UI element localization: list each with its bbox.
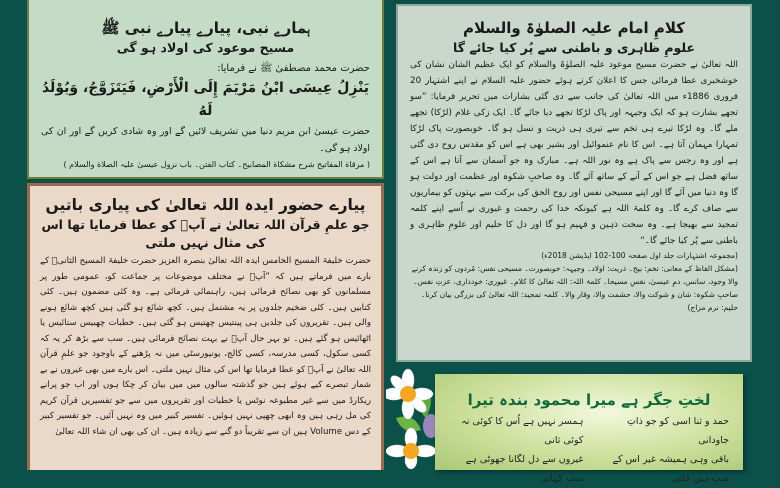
verse-line: غیروں سے دل لگانا جھوٹی ہے سب کہانی <box>465 454 584 484</box>
huzoor-box <box>27 183 384 470</box>
huzoor-subtitle: جو علمِ قرآن اللہ تعالیٰ نے آپؓ کو عطا فرمایا تھا اس کی مثال نہیں ملتی <box>41 217 370 250</box>
hadith-intro: حضرت محمد مصطفیٰ ﷺ نے فرمایا: <box>217 63 370 74</box>
hadith-subtitle: مسیح موعود کی اولاد ہو گی <box>116 40 295 55</box>
verse-line: ہمسر نہیں ہے اُس کا کوئی نہ کوئی ثانی <box>461 416 584 446</box>
hadith-reference: ( مرقاة المفاتیح شرح مشکاة المصابیح۔ کتاب الفتن۔ باب نزول عیسیٰ علیہ الصلاة والسلام ) <box>63 160 370 169</box>
hadith-arabic: يَنْزِلُ عِيسَى ابْنُ مَرْيَمَ إِلَى الْأَرْضِ، فَيَتَزَوَّجُ، وَيُوْلَدُ لَهُ <box>41 80 370 119</box>
verse-line: حمد و ثنا اسی کو جو ذاتِ جاودانی <box>626 416 729 446</box>
poem-card <box>435 374 743 484</box>
huzoor-body: حضرت خلیفۃ المسیح الخامس ایدہ اللہ تعالیٰ بنصرہ العزیز حضرت خلیفۃ المسیح الثانیؓ کے بارے میں فرماتے ہیں کہ ”آپؓ نے مختلف موضوعات پر جماعت کو، عمومی طور پر مسلمانوں کو بھی نصائح فرمائی ہیں، راہنمائی فرمائی ہے۔ وہ کئی مضمون ہیں۔ کئی کتابیں ہیں۔ کئی ضخیم جلدوں پر یہ مشتمل ہیں۔ کچھ شائع ہو گئی ہیں کچھ شائع ہونے والی ہیں۔ تقریروں کی جلدیں ہی پینتیس چھتیس ہو گئی ہیں۔ خطبات چھبیس ستائیس یا اٹھائیس ہو گئے ہیں۔ تو بہر حال آپؓ نے بہت نصائح فرمائی ہیں۔ سب سے بڑھ کر یہ کہ کسی سکول، کسی مدرسہ، کسی کالج، یونیورسٹی میں نہ پڑھنے کے باوجود جو علمِ قرآن اللہ تعالیٰ نے آپؓ کو عطا فرمایا تھا اس کی مثال نہیں ملتی۔ اس بارے میں بھی غیروں نے بے شمار تبصرے کیے ہوئے ہیں جو گذشتہ سالوں میں میں بیان کر چکا ہوں اور اب جو پرانے ریکارڈ میں سے غیر مطبوعہ نوٹس یا خطبات اور تقریروں میں سے جو تفسیریں قرآن کریم کی مل رہی ہیں وہ ابھی چھپی نہیں ہوئیں۔ تفسیر کبیر میں وہ نہیں آئیں۔ جو تفسیر کبیر کے دس Volume ہیں ان سے تقریباً دو گنے سے زیادہ ہیں۔ ان کی بھی ان شاء اللہ تعالیٰ <box>40 256 371 437</box>
kalam-box <box>396 4 752 362</box>
huzoor-title: پیارے حضور ایدہ اللہ تعالیٰ کی پیاری باتیں <box>45 196 366 214</box>
poem-title: لختِ جگر ہے میرا محمود بندہ تیرا <box>467 391 711 409</box>
kalam-glossary: (مشکل الفاظ کے معانی: تخم: بیج۔ ذریت: اولاد۔ وجیہہ: خوبصورت۔ مسیحی نفس: مُردوں کو زندہ کرنے والا وجود، سانس، دمِ عیسیٰ، نفسِ مسیحا۔ کلمۃ اللہ: اللہ تعالیٰ کا کلام۔ غیوری: خودداری، عزتِ نفس۔ صاحبِ شکوہ: شان و شوکت والا، حشمت والا، وقار والا۔ کلمہ تمجید: اللہ تعالیٰ کی بزرگی بیان کرنا۔ حلیم: نرم مزاج) <box>411 264 738 312</box>
hadith-translation: حضرت عیسیٰ ابن مریم دنیا میں تشریف لائیں گے اور وہ شادی کریں گے اور ان کی اولاد ہو گی۔ <box>41 126 370 154</box>
hadith-box <box>27 0 384 179</box>
verse-line: باقی وہی ہمیشہ غیر اس کے سب ہیں فانی <box>612 454 729 484</box>
kalam-body: اللہ تعالیٰ نے حضرت مسیح موعود علیہ الصلوٰۃ والسلام کو ایک عظیم الشان نشان کی خوشخبری عطا فرمائی جس کا اعلان کرتے ہوئے حضور علیہ السلام نے اپنے اشتہار 20 فروری 1886ء میں اللہ تعالیٰ کی جانب سے دی گئی بشارات میں تحریر فرمایا: ”سو تجھے بشارت ہو کہ ایک وجیہہ اور پاک لڑکا تجھے دیا جائے گا۔ ایک زکی غلام (لڑکا) تجھے ملے گا۔ وہ لڑکا تیرے ہی تخم سے تیری ہی ذریت و نسل ہو گا۔ خوبصورت پاک لڑکا تمہارا مہمان آتا ہے۔ اس کا نام عنموائیل اور بشیر بھی ہے اس کو مقدس روح دی گئی ہے اور وہ رجس سے پاک ہے وہ نور اللہ ہے۔ مبارک وہ جو آسمان سے آتا ہے اس کے ساتھ فضل ہے جو اس کے آنے کے ساتھ آئے گا۔ وہ صاحبِ شکوہ اور عظمت اور دولت ہو گا وہ دنیا میں آئے گا اور اپنے مسیحی نفس اور روح الحق کی برکت سے بہتوں کو بیماریوں سے صاف کرے گا۔ وہ کلمۃ اللہ ہے کیونکہ خدا کی رحمت و غیوری نے اُسے اپنے کلمہ تمجید سے بھیجا ہے۔ وہ سخت ذہین و فہیم ہو گا اور دل کا حلیم اور علومِ ظاہری و باطنی سے پُر کیا جائے گا۔“ <box>410 60 738 246</box>
poem-verse <box>449 412 729 450</box>
poem-verse <box>449 450 729 488</box>
kalam-subtitle: علومِ ظاہری و باطنی سے پُر کیا جائے گا <box>453 40 695 55</box>
hadith-title: ہمارے نبی، پیارے پیارے نبی ﷺ <box>101 19 310 37</box>
kalam-reference: (مجموعہ اشتہارات جلد اول صفحہ 100-102 ایڈیشن 2018ء) <box>541 251 738 260</box>
kalam-title: کلامِ امام علیہ الصلوٰۃ والسلام <box>463 19 685 37</box>
